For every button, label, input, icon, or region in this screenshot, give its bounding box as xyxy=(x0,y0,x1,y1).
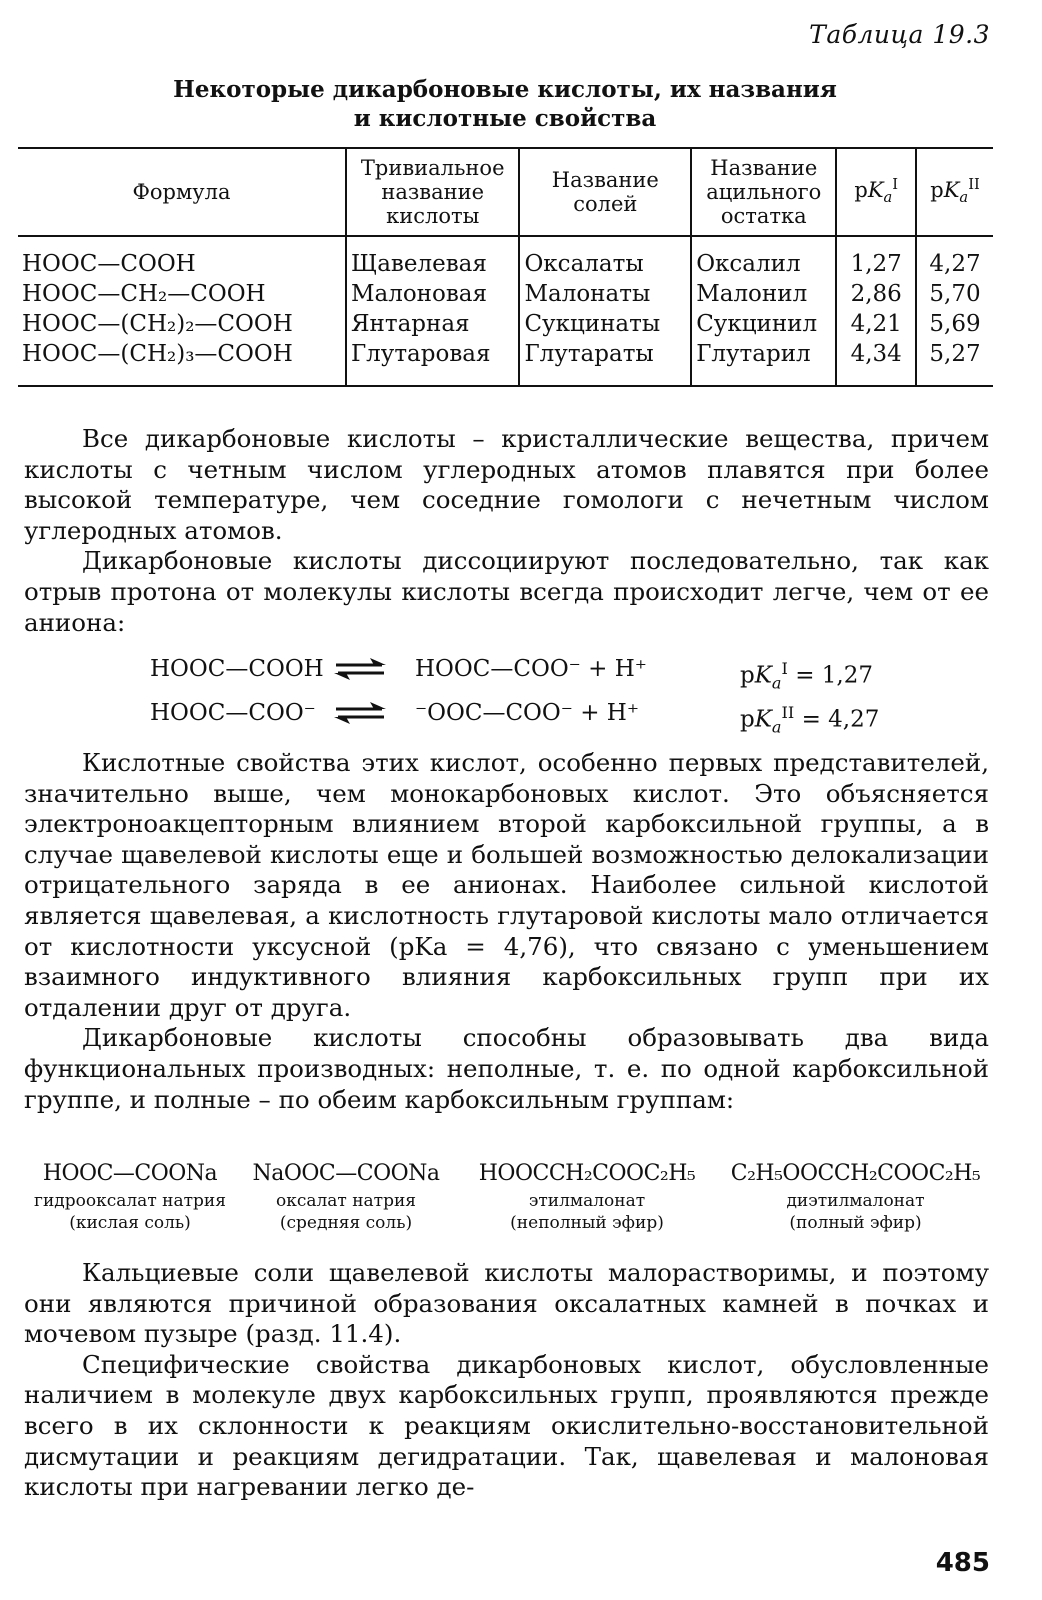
paragraph-6: Специфические свойства дикарбоновых кислот, обусловленные наличием в молекуле двух карбоксильных групп, проявляются прежде всего в их склонности к реакциям окислительно-восстановительной дисмутации и реакциям дегидратации. Так, щавелевая и малоновая кислоты при нагревании легко де- xyxy=(24,1349,989,1502)
derivative-item xyxy=(242,1158,450,1234)
header-formula: Формула xyxy=(132,180,231,204)
cell-pka2: 4,27 xyxy=(916,236,993,279)
cell-pka1: 2,86 xyxy=(836,279,916,309)
equilibrium-arrow-icon xyxy=(330,700,390,726)
derivative-kind: (неполный эфир) xyxy=(510,1213,664,1233)
cell-trivial: Глутаровая xyxy=(346,339,520,386)
dissociation-equation-2 xyxy=(150,696,910,737)
table-row xyxy=(18,309,993,339)
derivative-item xyxy=(30,1158,230,1234)
cell-formula: HOOC—CH₂—COOH xyxy=(22,281,266,307)
paragraph-1: Все дикарбоновые кислоты – кристаллические вещества, причем кислоты с четным числом углеродных атомов плавятся при более высокой температуре, чем соседние гомологи с нечетным числом углеродных атомов. xyxy=(24,424,989,545)
paragraph-2: Дикарбоновые кислоты диссоциируют последовательно, так как отрыв протона от молекулы кислоты всегда происходит легче, чем от ее аниона: xyxy=(24,546,989,637)
equation-right: HOOC—COO⁻ + H⁺ xyxy=(415,656,647,682)
header-acyl-name: Название ацильного остатка xyxy=(691,148,836,236)
equation-pka: $pK_a^I = 1,27$ xyxy=(740,659,873,693)
equation-pka: $pK_a^{II} = 4,27$ xyxy=(740,703,880,737)
table-row xyxy=(18,279,993,309)
equation-left: HOOC—COOH xyxy=(150,656,324,682)
cell-trivial: Янтарная xyxy=(346,309,520,339)
paragraph-3: Кислотные свойства этих кислот, особенно первых представителей, значительно выше, чем монокарбоновых кислот. Это объясняется электроноакцепторным влиянием второй карбоксильной группы, а в случае щавелевой кислоты еще и большей возможностью делокализации отрицательного заряда в ее анионах. Наиболее сильной кислотой является щавелевая, а кислотность глутаровой кислоты мало отличается от кислотности уксусной (pKa = 4,76), что связано с уменьшением взаимного индуктивного влияния карбоксильных групп при их отдалении друг от друга. xyxy=(24,748,989,1022)
paragraph-5: Кальциевые соли щавелевой кислоты малорастворимы, и поэтому они являются причиной образования оксалатных камней в почках и мочевом пузыре (разд. 11.4). xyxy=(24,1258,989,1349)
table-title-line-1: Некоторые дикарбоновые кислоты, их названия xyxy=(173,76,837,103)
table-label: Таблица 19.3 xyxy=(809,20,990,49)
cell-salts: Малонаты xyxy=(519,279,691,309)
text-block-3 xyxy=(24,1258,989,1503)
table-header-row xyxy=(18,148,993,236)
cell-trivial: Малоновая xyxy=(346,279,520,309)
derivative-name: оксалат натрия xyxy=(275,1191,417,1211)
cell-pka2: 5,69 xyxy=(916,309,993,339)
cell-formula: HOOC—(CH₂)₃—COOH xyxy=(22,341,293,367)
cell-acyl: Малонил xyxy=(691,279,836,309)
page-number: 485 xyxy=(935,1548,990,1578)
cell-pka1: 4,21 xyxy=(836,309,916,339)
derivative-name: диэтилмалонат xyxy=(786,1191,925,1211)
table-row xyxy=(18,339,993,386)
derivative-name: гидрооксалат натрия xyxy=(34,1191,226,1211)
cell-salts: Оксалаты xyxy=(519,236,691,279)
table-title-line-2: и кислотные свойства xyxy=(353,105,657,132)
derivative-item xyxy=(464,1158,710,1234)
equilibrium-arrow-icon xyxy=(330,656,390,682)
header-pka2: $pK_a^{II}$ xyxy=(916,148,993,236)
paragraph-4: Дикарбоновые кислоты способны образовывать два вида функциональных производных: неполные, т. е. по одной карбоксильной группе, и полные – по обеим карбоксильным группам: xyxy=(24,1023,989,1114)
derivative-item xyxy=(716,1158,995,1234)
cell-trivial: Щавелевая xyxy=(346,236,520,279)
cell-acyl: Оксалил xyxy=(691,236,836,279)
derivative-formula: NaOOC—COONa xyxy=(252,1161,440,1186)
header-trivial-name: Тривиальное название кислоты xyxy=(346,148,520,236)
header-pka1: $pK_a^I$ xyxy=(836,148,916,236)
derivative-formula: C₂H₅OOCCH₂COOC₂H₅ xyxy=(730,1161,981,1186)
cell-formula: HOOC—(CH₂)₂—COOH xyxy=(22,311,293,337)
equation-left: HOOC—COO⁻ xyxy=(150,700,316,726)
cell-pka1: 1,27 xyxy=(836,236,916,279)
table-title xyxy=(0,75,1010,133)
cell-acyl: Сукцинил xyxy=(691,309,836,339)
cell-formula: HOOC—COOH xyxy=(22,251,196,277)
derivative-name: этилмалонат xyxy=(528,1191,646,1211)
dicarboxylic-acids-table xyxy=(18,147,993,387)
cell-pka2: 5,27 xyxy=(916,339,993,386)
cell-salts: Сукцинаты xyxy=(519,309,691,339)
derivative-kind: (кислая соль) xyxy=(69,1213,191,1233)
cell-acyl: Глутарил xyxy=(691,339,836,386)
derivative-kind: (средняя соль) xyxy=(279,1213,413,1233)
cell-salts: Глутараты xyxy=(519,339,691,386)
table-row xyxy=(18,236,993,279)
dissociation-equation-1 xyxy=(150,652,910,693)
text-block-1 xyxy=(24,424,989,638)
header-salt-name: Название солей xyxy=(519,148,691,236)
derivative-formula: HOOC—COONa xyxy=(42,1161,218,1186)
text-block-2 xyxy=(24,748,989,1115)
equation-right: ⁻OOC—COO⁻ + H⁺ xyxy=(415,700,639,726)
cell-pka1: 4,34 xyxy=(836,339,916,386)
derivative-formula: HOOCCH₂COOC₂H₅ xyxy=(478,1161,696,1186)
derivative-kind: (полный эфир) xyxy=(789,1213,922,1233)
derivatives-row xyxy=(30,1158,995,1238)
cell-pka2: 5,70 xyxy=(916,279,993,309)
